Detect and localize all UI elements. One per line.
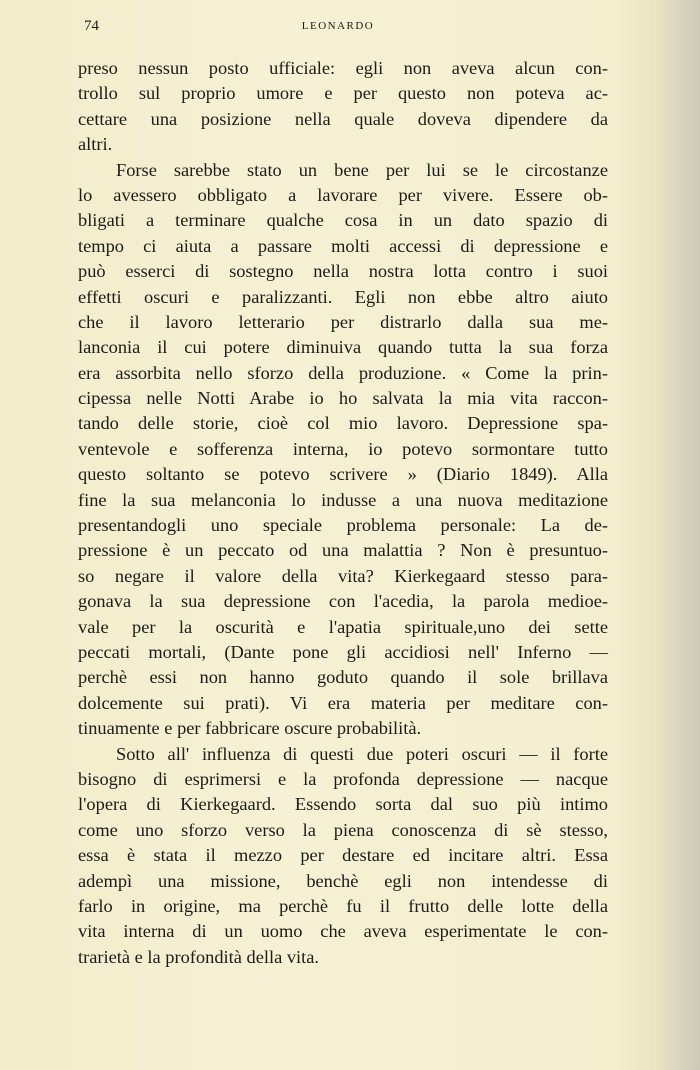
- text-line: so negare il valore della vita? Kierkegaard stesso para-: [78, 565, 608, 586]
- paragraph: [78, 158, 608, 742]
- paragraph: [78, 56, 608, 158]
- text-line: cettare una posizione nella quale doveva dipendere da: [78, 108, 608, 129]
- text-line: lanconia il cui potere diminuiva quando tutta la sua forza: [78, 337, 608, 358]
- text-line: presentandogli uno speciale problema personale: La de-: [78, 515, 608, 536]
- text-line: essa è stata il mezzo per destare ed incitare altri. Essa: [78, 845, 608, 866]
- text-line: fine la sua melanconia lo indusse a una nuova meditazione: [78, 489, 608, 510]
- text-line: altri.: [78, 134, 113, 155]
- text-line: farlo in origine, ma perchè fu il frutto delle lotte della: [78, 895, 608, 916]
- text-line: come uno sforzo verso la piena conoscenza di sè stesso,: [78, 819, 608, 840]
- text-line: questo soltanto se potevo scrivere » (Diario 1849). Alla: [78, 464, 608, 485]
- text-line: tando delle storie, cioè col mio lavoro. Depressione spa-: [78, 413, 608, 434]
- page-number: 74: [84, 18, 99, 34]
- text-line: peccati mortali, (Dante pone gli accidiosi nell' Inferno —: [78, 641, 608, 662]
- text-line: cipessa nelle Notti Arabe io ho salvata la mia vita raccon-: [78, 388, 608, 409]
- text-line: bligati a terminare qualche cosa in un dato spazio di: [78, 210, 608, 231]
- text-line: gonava la sua depressione con l'acedia, la parola medioe-: [78, 591, 608, 612]
- text-line: ventevole e sofferenza interna, io potevo sormontare tutto: [78, 438, 608, 459]
- text-line: dolcemente sui prati). Vi era materia per meditare con-: [78, 692, 608, 713]
- text-line: tinuamente e per fabbricare oscure probabilità.: [78, 718, 422, 739]
- running-head: LEONARDO: [301, 20, 375, 32]
- text-line: che il lavoro letterario per distrarlo dalla sua me-: [78, 311, 608, 332]
- body-text: [78, 56, 608, 970]
- text-line: trarietà e la profondità della vita.: [78, 946, 320, 967]
- text-line: Sotto all' influenza di questi due poteri oscuri — il forte: [116, 743, 608, 764]
- paragraph: [78, 742, 608, 971]
- text-line: pressione è un peccato od una malattia ? Non è presuntuo-: [78, 540, 608, 561]
- text-line: può esserci di sostegno nella nostra lotta contro i suoi: [78, 261, 608, 282]
- text-line: Forse sarebbe stato un bene per lui se le circostanze: [116, 159, 608, 180]
- text-line: bisogno di esprimersi e la profonda depressione — nacque: [78, 768, 608, 789]
- text-line: l'opera di Kierkegaard. Essendo sorta dal suo più intimo: [78, 794, 608, 815]
- text-line: trollo sul proprio umore e per questo non poteva ac-: [78, 83, 608, 104]
- text-line: perchè essi non hanno goduto quando il sole brillava: [78, 667, 608, 688]
- text-line: preso nessun posto ufficiale: egli non aveva alcun con-: [78, 58, 608, 78]
- text-line: effetti oscuri e paralizzanti. Egli non ebbe altro aiuto: [78, 286, 608, 307]
- text-line: vale per la oscurità e l'apatia spirituale,uno dei sette: [78, 616, 608, 637]
- text-line: lo avessero obbligato a lavorare per vivere. Essere ob-: [78, 184, 608, 205]
- text-line: vita interna di un uomo che aveva esperimentate le con-: [78, 921, 608, 942]
- text-line: tempo ci aiuta a passare molti accessi di depressione e: [78, 235, 608, 256]
- text-line: era assorbita nello sforzo della produzione. « Come la prin-: [78, 362, 608, 383]
- text-line: adempì una missione, benchè egli non intendesse di: [78, 870, 608, 891]
- page-header: [78, 18, 598, 38]
